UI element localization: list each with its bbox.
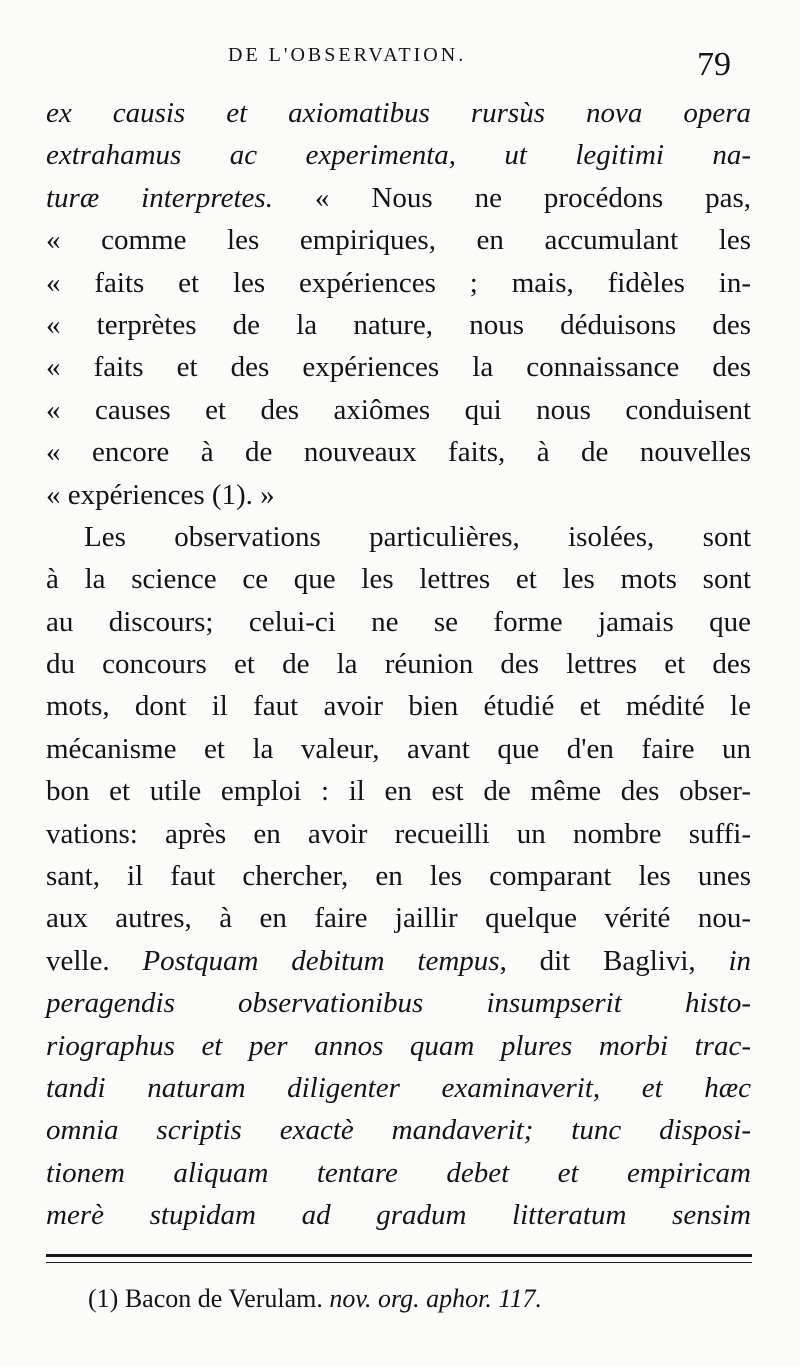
text-line xyxy=(46,1025,751,1067)
text-line xyxy=(46,134,751,176)
text-line xyxy=(46,897,751,939)
footnote-rule xyxy=(46,1254,752,1257)
italic-run: in xyxy=(728,944,752,977)
footnote-marker: (1) xyxy=(88,1284,119,1313)
italic-run: turæ interpretes. xyxy=(46,181,273,214)
text-line xyxy=(46,516,751,558)
text-line xyxy=(46,431,751,473)
running-head: DE L'OBSERVATION. xyxy=(228,44,467,66)
text-run: mots, dont il faut avoir bien étudié et médité le xyxy=(46,690,751,723)
text-line xyxy=(46,262,751,304)
italic-run: omnia scriptis exactè mandaverit; tunc disposi- xyxy=(46,1114,751,1147)
text-run: à la science ce que les lettres et les mots sont xyxy=(46,563,751,596)
text-run: au discours; celui-ci ne se forme jamais que xyxy=(46,605,751,638)
text-run: « encore à de nouveaux faits, à de nouvelles xyxy=(46,436,751,469)
text-run: « causes et des axiômes qui nous conduisent xyxy=(46,393,751,426)
text-line xyxy=(46,940,751,982)
text-run: « faits et les expériences ; mais, fidèles in- xyxy=(46,266,751,299)
text-line xyxy=(46,982,751,1024)
text-line xyxy=(46,770,751,812)
footnote-author: Bacon de Verulam. xyxy=(124,1284,323,1313)
italic-run: peragendis observationibus insumpserit histo- xyxy=(46,987,751,1020)
text-run: « Nous ne procédons pas, xyxy=(272,181,751,214)
text-line xyxy=(46,685,751,727)
italic-run: extrahamus ac experimenta, ut legitimi na- xyxy=(46,139,751,172)
text-line xyxy=(46,558,751,600)
text-run: bon et utile emploi : il en est de même des obser- xyxy=(46,775,751,808)
text-line xyxy=(46,346,751,388)
text-line xyxy=(46,177,751,219)
text-line xyxy=(46,304,751,346)
text-run: du concours et de la réunion des lettres et des xyxy=(46,648,751,681)
italic-run: tandi naturam diligenter examinaverit, et hæc xyxy=(46,1071,751,1104)
footnote xyxy=(88,1284,542,1314)
text-line xyxy=(46,855,751,897)
italic-run: tionem aliquam tentare debet et empiricam xyxy=(46,1156,751,1189)
text-line xyxy=(46,1194,751,1236)
text-run: « expériences (1). » xyxy=(46,478,275,511)
italic-run: ex causis et axiomatibus rursùs nova opera xyxy=(46,97,751,129)
text-line xyxy=(46,601,751,643)
footnote-reference: nov. org. aphor. 117. xyxy=(329,1284,542,1313)
text-line xyxy=(46,1109,751,1151)
page-number: 79 xyxy=(697,46,731,83)
text-run: velle. xyxy=(46,944,143,977)
text-line xyxy=(46,643,751,685)
text-run: sant, il faut chercher, en les comparant les unes xyxy=(46,860,751,893)
text-line xyxy=(46,474,751,516)
body-text xyxy=(46,92,751,1237)
italic-run: merè stupidam ad gradum litteratum sensim xyxy=(46,1199,751,1232)
text-line xyxy=(46,219,751,261)
footnote-rule-thin xyxy=(46,1262,752,1263)
text-run: « terprètes de la nature, nous déduisons des xyxy=(46,308,751,341)
text-run: aux autres, à en faire jaillir quelque vérité nou- xyxy=(46,902,751,935)
text-run: mécanisme et la valeur, avant que d'en faire un xyxy=(46,732,751,765)
italic-run: Postquam debitum tempus xyxy=(142,944,500,977)
text-run: « comme les empiriques, en accumulant les xyxy=(46,224,751,257)
text-line xyxy=(46,92,751,134)
text-line xyxy=(46,728,751,770)
text-line xyxy=(46,389,751,431)
italic-run: riographus et per annos quam plures morbi trac- xyxy=(46,1029,751,1062)
text-line xyxy=(46,813,751,855)
text-run: Les observations particulières, isolées, sont xyxy=(84,520,751,553)
text-line xyxy=(46,1067,751,1109)
text-run: « faits et des expériences la connaissance des xyxy=(46,351,751,384)
text-line xyxy=(46,1152,751,1194)
text-run: , dit Baglivi, xyxy=(499,944,729,977)
text-run: vations: après en avoir recueilli un nombre suffi- xyxy=(46,817,751,850)
